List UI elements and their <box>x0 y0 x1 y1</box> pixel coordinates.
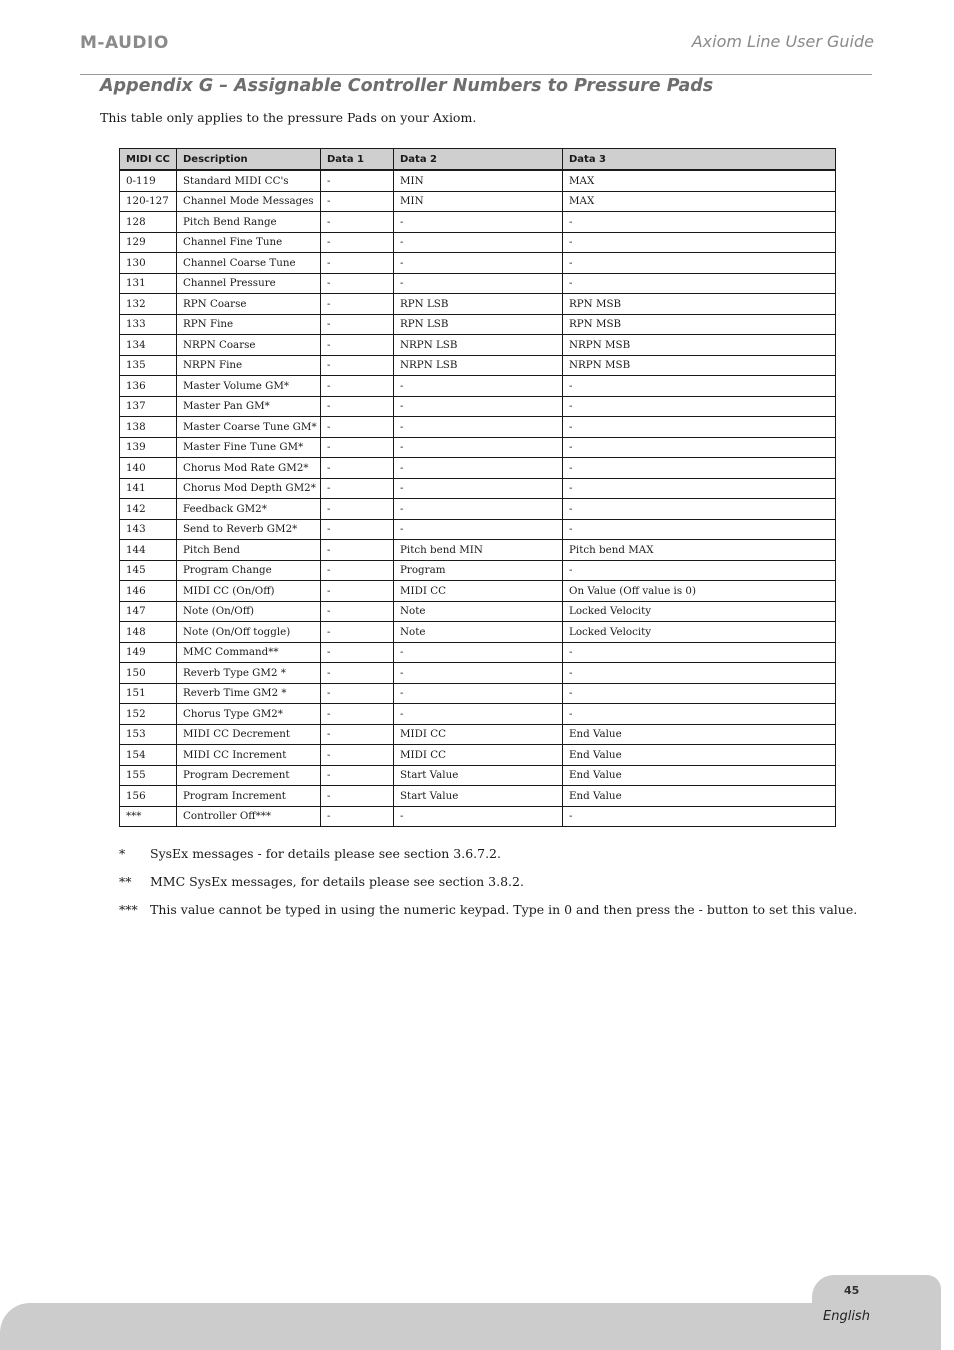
table-cell: 140 <box>120 458 177 479</box>
table-cell: 133 <box>120 314 177 335</box>
table-cell: Master Coarse Tune GM* <box>177 417 321 438</box>
table-cell: MAX <box>563 170 836 191</box>
footnote-mark: *** <box>119 902 138 917</box>
table-cell: Pitch Bend Range <box>177 212 321 233</box>
table-cell: - <box>321 540 394 561</box>
table-row <box>120 335 836 356</box>
table-cell: - <box>321 396 394 417</box>
table-cell: NRPN LSB <box>394 355 563 376</box>
table-cell: RPN MSB <box>563 294 836 315</box>
table-cell: RPN Fine <box>177 314 321 335</box>
table-cell: - <box>321 376 394 397</box>
table-cell: - <box>394 663 563 684</box>
table-row <box>120 499 836 520</box>
table-cell: 153 <box>120 724 177 745</box>
table-cell: 146 <box>120 581 177 602</box>
table-row <box>120 540 836 561</box>
table-cell: 150 <box>120 663 177 684</box>
intro-text: This table only applies to the pressure Pads on your Axiom. <box>100 110 477 125</box>
table-cell: - <box>321 642 394 663</box>
table-row <box>120 683 836 704</box>
table-cell: Program Decrement <box>177 765 321 786</box>
table-row <box>120 806 836 827</box>
table-cell: - <box>321 253 394 274</box>
header-divider <box>80 74 872 75</box>
table-cell: 129 <box>120 232 177 253</box>
table-cell: Note <box>394 601 563 622</box>
table-cell: RPN Coarse <box>177 294 321 315</box>
table-cell: 149 <box>120 642 177 663</box>
appendix-title: Appendix G – Assignable Controller Numbers to Pressure Pads <box>100 76 714 96</box>
table-cell: Chorus Type GM2* <box>177 704 321 725</box>
table-cell: - <box>394 376 563 397</box>
table-cell: MIDI CC Increment <box>177 745 321 766</box>
table-row <box>120 458 836 479</box>
table-cell: MAX <box>563 191 836 212</box>
language-label: English <box>823 1309 870 1324</box>
table-cell: - <box>321 724 394 745</box>
table-cell: 148 <box>120 622 177 643</box>
table-row <box>120 478 836 499</box>
table-cell: - <box>321 601 394 622</box>
table-cell: Master Fine Tune GM* <box>177 437 321 458</box>
table-cell: 131 <box>120 273 177 294</box>
table-row <box>120 376 836 397</box>
table-row <box>120 314 836 335</box>
table-cell: Chorus Mod Rate GM2* <box>177 458 321 479</box>
table-cell: 147 <box>120 601 177 622</box>
table-cell: 151 <box>120 683 177 704</box>
table-cell: MMC Command** <box>177 642 321 663</box>
table-row <box>120 294 836 315</box>
table-cell: Master Pan GM* <box>177 396 321 417</box>
table-cell: Chorus Mod Depth GM2* <box>177 478 321 499</box>
table-cell: MIDI CC <box>394 724 563 745</box>
table-cell: 132 <box>120 294 177 315</box>
table-row <box>120 581 836 602</box>
table-cell: - <box>563 478 836 499</box>
table-cell: - <box>394 273 563 294</box>
table-cell: On Value (Off value is 0) <box>563 581 836 602</box>
document-title: Axiom Line User Guide <box>691 32 874 51</box>
table-cell: 141 <box>120 478 177 499</box>
table-row <box>120 212 836 233</box>
table-cell: - <box>321 314 394 335</box>
table-cell: *** <box>120 806 177 827</box>
table-cell: 0-119 <box>120 170 177 191</box>
table-row <box>120 745 836 766</box>
table-cell: MIN <box>394 170 563 191</box>
table-cell: - <box>563 663 836 684</box>
table-cell: - <box>563 499 836 520</box>
table-cell: - <box>563 642 836 663</box>
table-cell: - <box>394 212 563 233</box>
footnote-text: SysEx messages - for details please see section 3.6.7.2. <box>150 846 501 861</box>
table-cell: - <box>321 663 394 684</box>
table-row <box>120 437 836 458</box>
table-cell: 134 <box>120 335 177 356</box>
table-cell: - <box>321 786 394 807</box>
table-cell: 128 <box>120 212 177 233</box>
table-cell: - <box>394 519 563 540</box>
table-cell: - <box>321 765 394 786</box>
table-cell: - <box>321 581 394 602</box>
table-row <box>120 355 836 376</box>
table-cell: MIDI CC <box>394 581 563 602</box>
table-header-row <box>120 149 836 171</box>
column-header: MIDI CC <box>120 149 177 171</box>
table-cell: - <box>563 704 836 725</box>
controller-table <box>119 148 836 827</box>
table-cell: Channel Fine Tune <box>177 232 321 253</box>
table-cell: - <box>321 478 394 499</box>
table-cell: End Value <box>563 724 836 745</box>
table-cell: - <box>321 560 394 581</box>
table-cell: - <box>394 417 563 438</box>
table-cell: - <box>321 745 394 766</box>
table-cell: Locked Velocity <box>563 622 836 643</box>
table-cell: Program Increment <box>177 786 321 807</box>
table-row <box>120 232 836 253</box>
table-row <box>120 601 836 622</box>
table-cell: Channel Coarse Tune <box>177 253 321 274</box>
table-row <box>120 191 836 212</box>
table-cell: - <box>321 212 394 233</box>
table-cell: - <box>394 642 563 663</box>
table-cell: MIN <box>394 191 563 212</box>
table-cell: - <box>321 437 394 458</box>
table-cell: 152 <box>120 704 177 725</box>
table-cell: - <box>563 683 836 704</box>
table-cell: 137 <box>120 396 177 417</box>
table-cell: Standard MIDI CC's <box>177 170 321 191</box>
table-cell: Feedback GM2* <box>177 499 321 520</box>
table-row <box>120 170 836 191</box>
table-row <box>120 560 836 581</box>
table-cell: Locked Velocity <box>563 601 836 622</box>
table-row <box>120 622 836 643</box>
table-cell: - <box>394 396 563 417</box>
table-cell: 156 <box>120 786 177 807</box>
table-row <box>120 417 836 438</box>
table-row <box>120 396 836 417</box>
table-cell: Reverb Type GM2 * <box>177 663 321 684</box>
table-cell: - <box>321 458 394 479</box>
table-cell: - <box>321 806 394 827</box>
table-cell: Reverb Time GM2 * <box>177 683 321 704</box>
table-cell: Note <box>394 622 563 643</box>
table-cell: NRPN LSB <box>394 335 563 356</box>
table-cell: Start Value <box>394 765 563 786</box>
table-cell: Note (On/Off) <box>177 601 321 622</box>
table-cell: MIDI CC (On/Off) <box>177 581 321 602</box>
table-cell: - <box>394 478 563 499</box>
table-cell: - <box>321 417 394 438</box>
table-cell: End Value <box>563 786 836 807</box>
column-header: Description <box>177 149 321 171</box>
table-cell: - <box>563 396 836 417</box>
table-cell: - <box>563 437 836 458</box>
table-cell: - <box>394 437 563 458</box>
table-cell: - <box>563 458 836 479</box>
table-cell: - <box>321 273 394 294</box>
table-cell: - <box>321 191 394 212</box>
table-cell: 136 <box>120 376 177 397</box>
table-cell: - <box>321 704 394 725</box>
footnote-mark: * <box>119 846 126 861</box>
table-cell: - <box>321 519 394 540</box>
table-row <box>120 253 836 274</box>
table-cell: - <box>563 806 836 827</box>
table-cell: Program Change <box>177 560 321 581</box>
table-row <box>120 704 836 725</box>
table-cell: 130 <box>120 253 177 274</box>
table-cell: RPN MSB <box>563 314 836 335</box>
table-cell: - <box>394 683 563 704</box>
table-cell: - <box>394 806 563 827</box>
table-cell: Pitch Bend <box>177 540 321 561</box>
table-cell: - <box>563 212 836 233</box>
table-cell: 155 <box>120 765 177 786</box>
table-cell: - <box>394 704 563 725</box>
table-cell: 139 <box>120 437 177 458</box>
table-cell: - <box>563 376 836 397</box>
table-cell: - <box>394 499 563 520</box>
footer-bar <box>0 1303 941 1350</box>
table-cell: Note (On/Off toggle) <box>177 622 321 643</box>
page-number: 45 <box>844 1284 860 1297</box>
table-cell: - <box>321 170 394 191</box>
table-row <box>120 663 836 684</box>
table-cell: - <box>563 232 836 253</box>
table-cell: - <box>563 253 836 274</box>
table-cell: 142 <box>120 499 177 520</box>
footnote-text: This value cannot be typed in using the numeric keypad. Type in 0 and then press the - button to set this value. <box>150 902 858 917</box>
table-cell: - <box>321 335 394 356</box>
table-cell: NRPN MSB <box>563 335 836 356</box>
table-cell: MIDI CC Decrement <box>177 724 321 745</box>
table-cell: - <box>563 273 836 294</box>
table-cell: Pitch bend MAX <box>563 540 836 561</box>
table-cell: 143 <box>120 519 177 540</box>
table-cell: - <box>563 560 836 581</box>
table-cell: Start Value <box>394 786 563 807</box>
table-row <box>120 273 836 294</box>
table-cell: RPN LSB <box>394 314 563 335</box>
table-cell: 138 <box>120 417 177 438</box>
table-cell: - <box>321 232 394 253</box>
table-cell: - <box>321 355 394 376</box>
table-cell: - <box>394 253 563 274</box>
table-cell: Pitch bend MIN <box>394 540 563 561</box>
table-cell: 144 <box>120 540 177 561</box>
table-cell: - <box>321 499 394 520</box>
table-cell: NRPN Fine <box>177 355 321 376</box>
table-cell: - <box>563 519 836 540</box>
table-cell: Channel Mode Messages <box>177 191 321 212</box>
table-cell: Program <box>394 560 563 581</box>
table-cell: 145 <box>120 560 177 581</box>
table-cell: - <box>563 417 836 438</box>
column-header: Data 2 <box>394 149 563 171</box>
table-row <box>120 765 836 786</box>
table-cell: End Value <box>563 745 836 766</box>
table-cell: Channel Pressure <box>177 273 321 294</box>
table-cell: 154 <box>120 745 177 766</box>
table-cell: Master Volume GM* <box>177 376 321 397</box>
table-cell: 135 <box>120 355 177 376</box>
table-cell: RPN LSB <box>394 294 563 315</box>
table-cell: - <box>321 622 394 643</box>
table-cell: NRPN Coarse <box>177 335 321 356</box>
footnote-text: MMC SysEx messages, for details please see section 3.8.2. <box>150 874 524 889</box>
table-cell: MIDI CC <box>394 745 563 766</box>
table-cell: - <box>394 232 563 253</box>
table-cell: - <box>394 458 563 479</box>
footnote-mark: ** <box>119 874 132 889</box>
table-row <box>120 519 836 540</box>
table-row <box>120 724 836 745</box>
table-row <box>120 642 836 663</box>
column-header: Data 3 <box>563 149 836 171</box>
column-header: Data 1 <box>321 149 394 171</box>
table-cell: NRPN MSB <box>563 355 836 376</box>
table-row <box>120 786 836 807</box>
brand-logo: M-AUDIO <box>80 33 169 53</box>
table-cell: - <box>321 294 394 315</box>
table-cell: End Value <box>563 765 836 786</box>
table-cell: Controller Off*** <box>177 806 321 827</box>
table-cell: Send to Reverb GM2* <box>177 519 321 540</box>
table-cell: - <box>321 683 394 704</box>
table-cell: 120-127 <box>120 191 177 212</box>
